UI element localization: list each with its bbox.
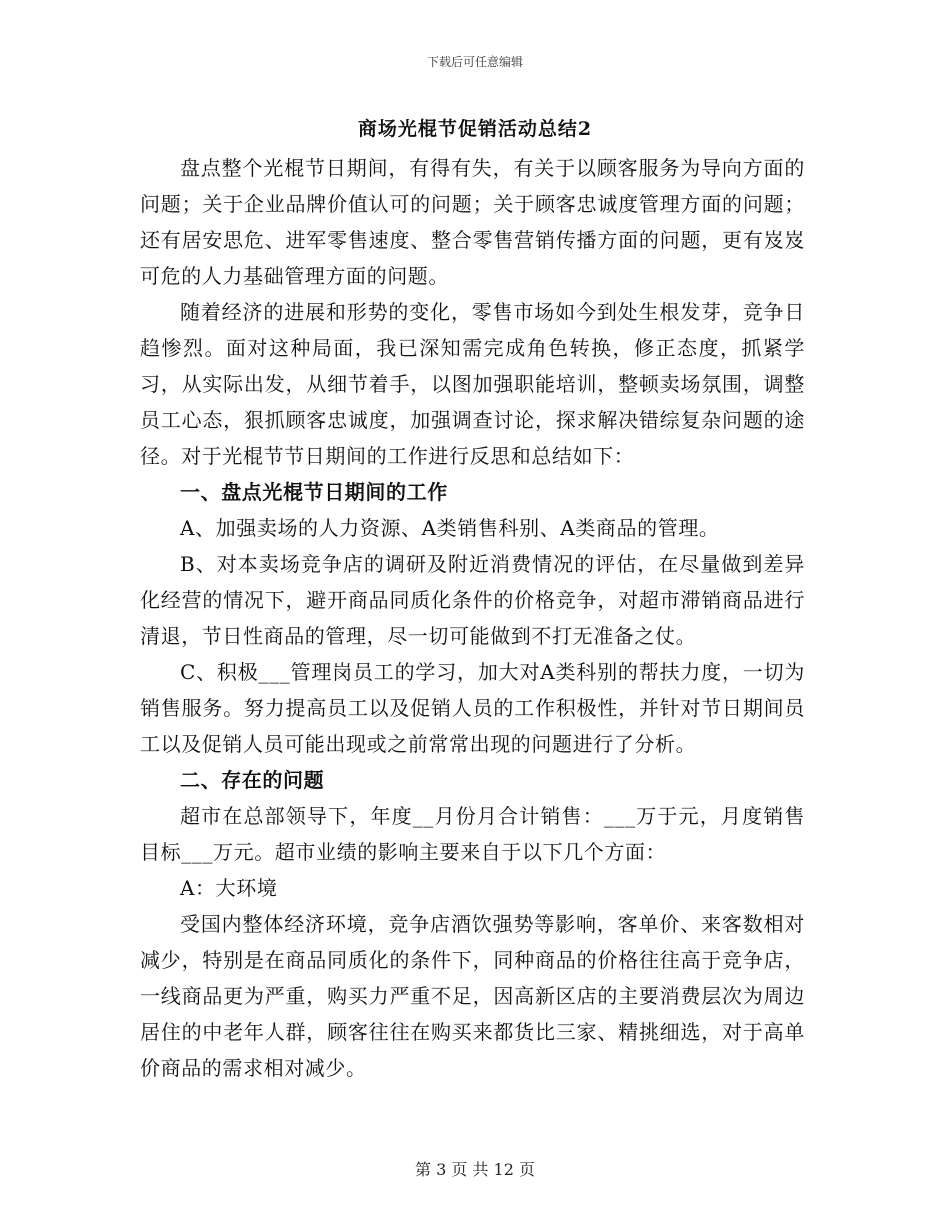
paragraph-item-a: A、加强卖场的人力资源、A类销售科别、A类商品的管理。 bbox=[180, 516, 720, 540]
section-heading-1: 一、盘点光棍节日期间的工作 bbox=[180, 480, 448, 504]
document-title: 商场光棍节促销活动总结2 bbox=[357, 118, 593, 140]
paragraph-background: 随着经济的进展和形势的变化，零售市场如今到处生根发芽，竞争日趋惨烈。面对这种局面，我已深知需完成角色转换，修正态度，抓紧学习，从实际出发，从细节着手，以图加强职能培训，整顿卖场氛围，调整员工心态，狠抓顾客忠诚度，加强调查讨论，探求解决错综复杂问题的途径。对于光棍节节日期间的工作进行反思和总结如下： bbox=[140, 300, 805, 468]
page-number: 第 3 页 共 12 页 bbox=[415, 1160, 535, 1179]
paragraph-intro: 盘点整个光棍节日期间，有得有失，有关于以顾客服务为导向方面的问题；关于企业品牌价值认可的问题；关于顾客忠诚度管理方面的问题；还有居安思危、进军零售速度、整合零售营销传播方面的问题，更有岌岌可危的人力基础管理方面的问题。 bbox=[140, 156, 805, 288]
section-heading-2: 二、存在的问题 bbox=[180, 768, 325, 792]
paragraph-environment: 受国内整体经济环境，竞争店酒饮强势等影响，客单价、来客数相对减少，特别是在商品同质化的条件下，同种商品的价格往往高于竞争店，一线商品更为严重，购买力严重不足，因高新区店的主要消费层次为周边居住的中老年人群，顾客往往在购买来都货比三家、精挑细选，对于高单价商品的需求相对减少。 bbox=[140, 912, 805, 1080]
document-body bbox=[140, 150, 805, 1086]
subheading-environment: A：大环境 bbox=[180, 876, 278, 900]
paragraph-sales: 超市在总部领导下，年度__月份月合计销售：___万于元，月度销售目标___万元。超市业绩的影响主要来自于以下几个方面： bbox=[140, 804, 805, 864]
paragraph-item-b: B、对本卖场竞争店的调研及附近消费情况的评估，在尽量做到差异化经营的情况下，避开商品同质化条件的价格竞争，对超市滞销商品进行清退，节日性商品的管理，尽一切可能做到不打无准备之仗。 bbox=[140, 552, 805, 648]
paragraph-item-c: C、积极___管理岗员工的学习，加大对A类科别的帮扶力度，一切为销售服务。努力提高员工以及促销人员的工作积极性，并针对节日期间员工以及促销人员可能出现或之前常常出现的问题进行了分析。 bbox=[140, 660, 805, 756]
download-note: 下载后可任意编辑 bbox=[426, 55, 523, 69]
